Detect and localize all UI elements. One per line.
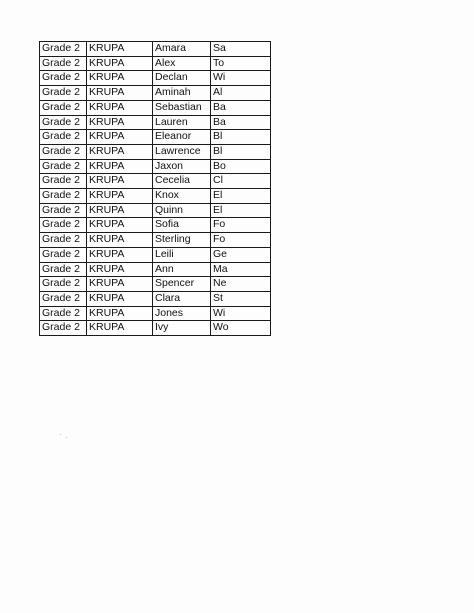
grade-cell: Grade 2 (40, 100, 87, 115)
grade-cell: Grade 2 (40, 277, 87, 292)
table-row (40, 159, 271, 174)
first-name-cell: Knox (153, 189, 211, 204)
teacher-cell: KRUPA (87, 277, 153, 292)
grade-cell: Grade 2 (40, 86, 87, 101)
teacher-cell: KRUPA (87, 174, 153, 189)
scan-speck (66, 437, 67, 438)
last-name-cell: Ge (211, 247, 271, 262)
teacher-cell: KRUPA (87, 100, 153, 115)
teacher-cell: KRUPA (87, 86, 153, 101)
last-name-cell: Fo (211, 218, 271, 233)
first-name-cell: Spencer (153, 277, 211, 292)
first-name-cell: Sterling (153, 233, 211, 248)
grade-cell: Grade 2 (40, 42, 87, 57)
table-row (40, 56, 271, 71)
grade-cell: Grade 2 (40, 144, 87, 159)
last-name-cell: Sa (211, 42, 271, 57)
table-row (40, 86, 271, 101)
table-row (40, 174, 271, 189)
teacher-cell: KRUPA (87, 42, 153, 57)
table-row (40, 321, 271, 336)
teacher-cell: KRUPA (87, 233, 153, 248)
table-row (40, 189, 271, 204)
class-roster-table (39, 41, 271, 336)
table-row (40, 291, 271, 306)
last-name-cell: El (211, 203, 271, 218)
last-name-cell: Bl (211, 130, 271, 145)
first-name-cell: Leili (153, 247, 211, 262)
last-name-cell: Al (211, 86, 271, 101)
grade-cell: Grade 2 (40, 56, 87, 71)
table-row (40, 203, 271, 218)
first-name-cell: Lawrence (153, 144, 211, 159)
first-name-cell: Amara (153, 42, 211, 57)
last-name-cell: Ne (211, 277, 271, 292)
grade-cell: Grade 2 (40, 291, 87, 306)
first-name-cell: Cecelia (153, 174, 211, 189)
last-name-cell: Wi (211, 306, 271, 321)
table-row (40, 144, 271, 159)
first-name-cell: Aminah (153, 86, 211, 101)
first-name-cell: Jaxon (153, 159, 211, 174)
last-name-cell: Fo (211, 233, 271, 248)
first-name-cell: Lauren (153, 115, 211, 130)
grade-cell: Grade 2 (40, 321, 87, 336)
grade-cell: Grade 2 (40, 306, 87, 321)
teacher-cell: KRUPA (87, 144, 153, 159)
first-name-cell: Declan (153, 71, 211, 86)
last-name-cell: Ba (211, 100, 271, 115)
last-name-cell: Bl (211, 144, 271, 159)
teacher-cell: KRUPA (87, 115, 153, 130)
last-name-cell: Cl (211, 174, 271, 189)
grade-cell: Grade 2 (40, 115, 87, 130)
teacher-cell: KRUPA (87, 306, 153, 321)
teacher-cell: KRUPA (87, 321, 153, 336)
table-row (40, 115, 271, 130)
table-row (40, 277, 271, 292)
grade-cell: Grade 2 (40, 218, 87, 233)
first-name-cell: Sofia (153, 218, 211, 233)
grade-cell: Grade 2 (40, 233, 87, 248)
table-row (40, 306, 271, 321)
teacher-cell: KRUPA (87, 56, 153, 71)
table-row (40, 42, 271, 57)
last-name-cell: Wo (211, 321, 271, 336)
last-name-cell: El (211, 189, 271, 204)
teacher-cell: KRUPA (87, 203, 153, 218)
grade-cell: Grade 2 (40, 71, 87, 86)
table-row (40, 247, 271, 262)
teacher-cell: KRUPA (87, 189, 153, 204)
teacher-cell: KRUPA (87, 262, 153, 277)
last-name-cell: Ba (211, 115, 271, 130)
grade-cell: Grade 2 (40, 189, 87, 204)
first-name-cell: Ivy (153, 321, 211, 336)
table-row (40, 71, 271, 86)
first-name-cell: Alex (153, 56, 211, 71)
teacher-cell: KRUPA (87, 71, 153, 86)
first-name-cell: Quinn (153, 203, 211, 218)
grade-cell: Grade 2 (40, 130, 87, 145)
last-name-cell: St (211, 291, 271, 306)
last-name-cell: Wi (211, 71, 271, 86)
grade-cell: Grade 2 (40, 174, 87, 189)
last-name-cell: Ma (211, 262, 271, 277)
teacher-cell: KRUPA (87, 218, 153, 233)
first-name-cell: Ann (153, 262, 211, 277)
teacher-cell: KRUPA (87, 247, 153, 262)
table-row (40, 218, 271, 233)
teacher-cell: KRUPA (87, 130, 153, 145)
table-row (40, 233, 271, 248)
last-name-cell: Bo (211, 159, 271, 174)
scan-speck (60, 434, 61, 435)
table-row (40, 130, 271, 145)
class-roster-body (40, 42, 271, 336)
first-name-cell: Eleanor (153, 130, 211, 145)
first-name-cell: Sebastian (153, 100, 211, 115)
grade-cell: Grade 2 (40, 247, 87, 262)
teacher-cell: KRUPA (87, 291, 153, 306)
last-name-cell: To (211, 56, 271, 71)
table-row (40, 262, 271, 277)
table-row (40, 100, 271, 115)
grade-cell: Grade 2 (40, 159, 87, 174)
grade-cell: Grade 2 (40, 262, 87, 277)
grade-cell: Grade 2 (40, 203, 87, 218)
first-name-cell: Jones (153, 306, 211, 321)
teacher-cell: KRUPA (87, 159, 153, 174)
first-name-cell: Clara (153, 291, 211, 306)
